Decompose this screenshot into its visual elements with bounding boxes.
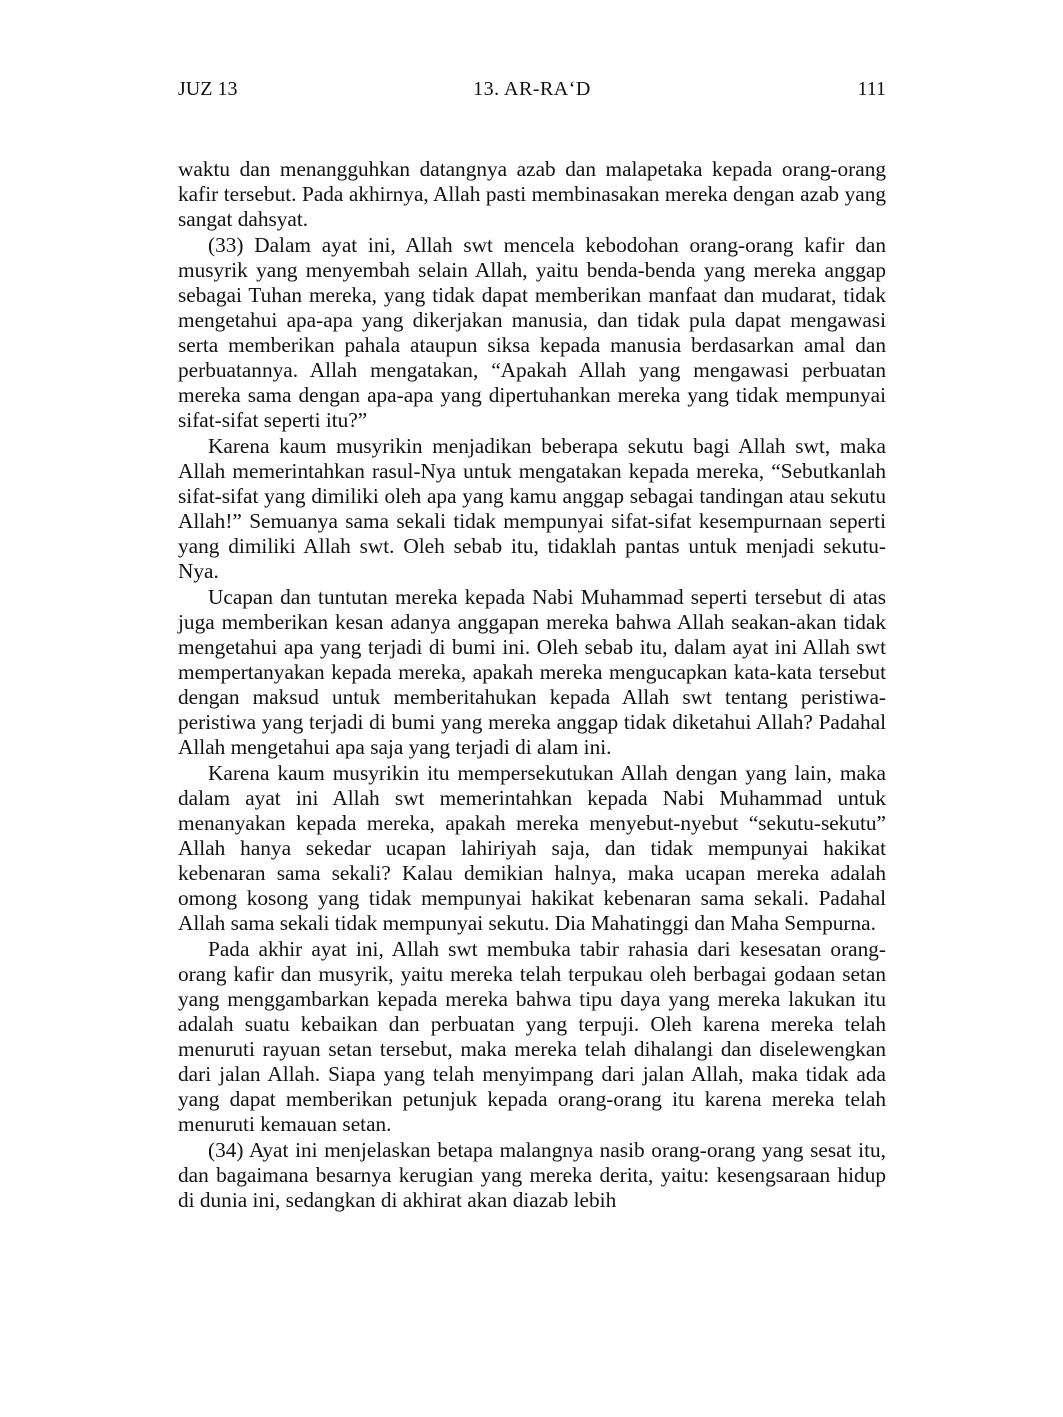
- paragraph: Pada akhir ayat ini, Allah swt membuka tabir rahasia dari kesesatan orang-orang kafir dan musyrik, yaitu mereka telah terpukau oleh berbagai godaan setan yang menggambarkan kepada mereka bahwa tipu daya yang mereka lakukan itu adalah suatu kebaikan dan perbuatan yang terpuji. Oleh karena mereka telah menuruti rayuan setan tersebut, maka mereka telah dihalangi dan diselewengkan dari jalan Allah. Siapa yang telah menyimpang dari jalan Allah, maka tidak ada yang dapat memberikan petunjuk kepada orang-orang itu karena mereka telah menuruti kemauan setan.: [178, 937, 886, 1136]
- page-number: 111: [857, 78, 886, 100]
- surah-title: 13. AR-RA‘D: [473, 78, 591, 100]
- paragraph-verse-34: (34) Ayat ini menjelaskan betapa malangnya nasib orang-orang yang sesat itu, dan bagaimana besarnya kerugian yang mereka derita, yaitu: kesengsaraan hidup di dunia ini, sedangkan di akhirat akan diazab lebih: [178, 1138, 886, 1212]
- running-header: [178, 76, 886, 102]
- paragraph-continuation: waktu dan menangguhkan datangnya azab dan malapetaka kepada orang-orang kafir tersebut. Pada akhirnya, Allah pasti membinasakan mereka dengan azab yang sangat dahsyat.: [178, 157, 886, 231]
- paragraph-verse-33: (33) Dalam ayat ini, Allah swt mencela kebodohan orang-orang kafir dan musyrik yang menyembah selain Allah, yaitu benda-benda yang mereka anggap sebagai Tuhan mereka, yang tidak dapat memberikan manfaat dan mudarat, tidak mengetahui apa-apa yang dikerjakan manusia, dan tidak pula dapat mengawasi serta memberikan pahala ataupun siksa kepada manusia berdasarkan amal dan perbuatannya. Allah mengatakan, “Apakah Allah yang mengawasi perbuatan mereka sama dengan apa-apa yang dipertuhankan mereka yang tidak mempunyai sifat-sifat seperti itu?”: [178, 233, 886, 432]
- paragraph: Ucapan dan tuntutan mereka kepada Nabi Muhammad seperti tersebut di atas juga memberikan kesan adanya anggapan mereka bahwa Allah seakan-akan tidak mengetahui apa yang terjadi di bumi ini. Oleh sebab itu, dalam ayat ini Allah swt mempertanyakan kepada mereka, apakah mereka mengucapkan kata-kata tersebut dengan maksud untuk memberitahukan kepada Allah swt tentang peristiwa-peristiwa yang terjadi di bumi yang mereka anggap tidak diketahui Allah? Padahal Allah mengetahui apa saja yang terjadi di alam ini.: [178, 585, 886, 759]
- paragraph: Karena kaum musyrikin itu mempersekutukan Allah dengan yang lain, maka dalam ayat ini Allah swt memerintahkan kepada Nabi Muhammad untuk menanyakan kepada mereka, apakah mereka menyebut-nyebut “sekutu-sekutu” Allah hanya sekedar ucapan lahiriyah saja, dan tidak mempunyai hakikat kebenaran sama sekali? Kalau demikian halnya, maka ucapan mereka adalah omong kosong yang tidak mempunyai hakikat kebenaran sama sekali. Padahal Allah sama sekali tidak mempunyai sekutu. Dia Mahatinggi dan Maha Sempurna.: [178, 761, 886, 935]
- juz-label: JUZ 13: [178, 78, 238, 100]
- paragraph: Karena kaum musyrikin menjadikan beberapa sekutu bagi Allah swt, maka Allah memerintahkan rasul-Nya untuk mengatakan kepada mereka, “Sebutkanlah sifat-sifat yang dimiliki oleh apa yang kamu anggap sebagai tandingan atau sekutu Allah!” Semuanya sama sekali tidak mempunyai sifat-sifat kesempurnaan seperti yang dimiliki Allah swt. Oleh sebab itu, tidaklah pantas untuk menjadi sekutu-Nya.: [178, 434, 886, 583]
- body-text: [178, 157, 886, 1213]
